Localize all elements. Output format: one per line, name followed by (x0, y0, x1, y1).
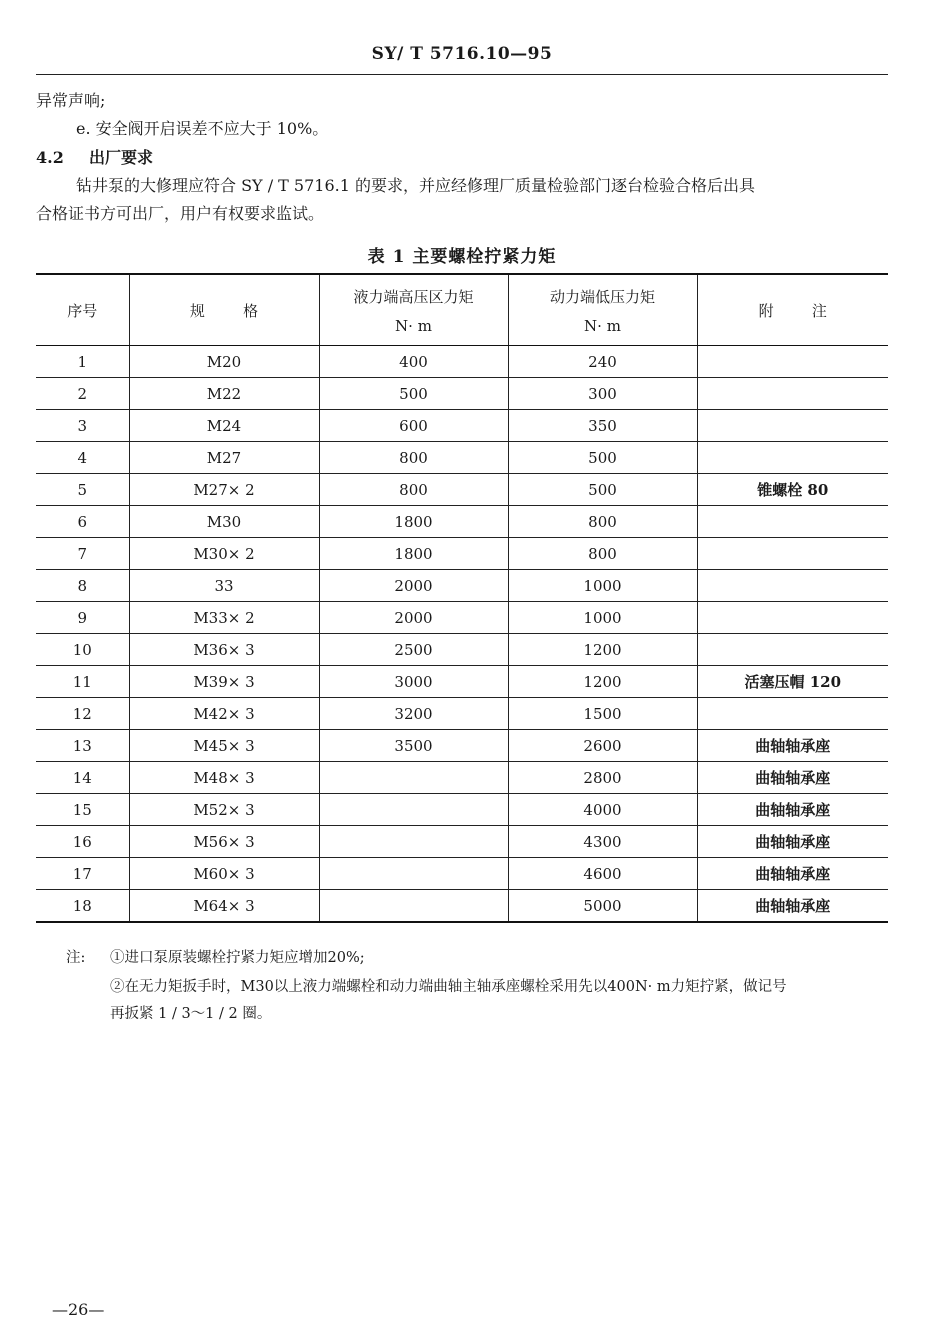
cell-index: 11 (36, 666, 129, 698)
cell-index: 6 (36, 506, 129, 538)
cell-spec: M52× 3 (129, 794, 319, 826)
cell-spec: M45× 3 (129, 730, 319, 762)
cell-spec: M56× 3 (129, 826, 319, 858)
cell-hydraulic: 2500 (319, 634, 508, 666)
cell-index: 4 (36, 442, 129, 474)
cell-note (697, 570, 888, 602)
cell-power: 2800 (508, 762, 697, 794)
cell-hydraulic: 2000 (319, 570, 508, 602)
cell-hydraulic (319, 794, 508, 826)
section-number: 4.2 (36, 148, 64, 167)
cell-hydraulic (319, 890, 508, 923)
table-row (36, 826, 888, 858)
cell-index: 15 (36, 794, 129, 826)
table-row (36, 538, 888, 570)
bolt-torque-table (36, 273, 888, 923)
table-title: 表 1 主要螺栓拧紧力矩 (367, 247, 557, 267)
cell-power: 2600 (508, 730, 697, 762)
standard-number-header: SY/ T 5716.10—95 (371, 44, 553, 64)
cell-index: 5 (36, 474, 129, 506)
cell-power: 300 (508, 378, 697, 410)
cell-power: 350 (508, 410, 697, 442)
cell-index: 1 (36, 346, 129, 378)
table-header-row (36, 274, 888, 346)
cell-note: 曲轴轴承座 (697, 794, 888, 826)
cell-index: 17 (36, 858, 129, 890)
cell-power: 1000 (508, 602, 697, 634)
cell-power: 240 (508, 346, 697, 378)
paragraph-line-2: 合格证书方可出厂，用户有权要求监试。 (36, 204, 325, 223)
header-power (508, 274, 697, 346)
cell-spec: M64× 3 (129, 890, 319, 923)
cell-hydraulic: 600 (319, 410, 508, 442)
cell-note: 曲轴轴承座 (697, 890, 888, 923)
section-title: 出厂要求 (89, 148, 154, 167)
table-row (36, 602, 888, 634)
cell-spec: M36× 3 (129, 634, 319, 666)
table-row (36, 698, 888, 730)
cell-spec: M48× 3 (129, 762, 319, 794)
header-hydraulic-label: 液力端高压区力矩 (353, 287, 474, 306)
table-row (36, 890, 888, 923)
cell-power: 500 (508, 474, 697, 506)
cell-power: 1200 (508, 666, 697, 698)
header-hydraulic-unit: N· m (395, 316, 432, 335)
table-row (36, 570, 888, 602)
cell-hydraulic: 800 (319, 474, 508, 506)
table-row (36, 762, 888, 794)
cell-note (697, 538, 888, 570)
cell-spec: M30× 2 (129, 538, 319, 570)
header-power-label: 动力端低压力矩 (549, 287, 655, 306)
header-hydraulic (319, 274, 508, 346)
cell-note (697, 634, 888, 666)
cell-index: 13 (36, 730, 129, 762)
table-row (36, 506, 888, 538)
cell-note (697, 698, 888, 730)
cell-note: 曲轴轴承座 (697, 730, 888, 762)
cell-power: 1500 (508, 698, 697, 730)
text-line-1: 异常声响; (36, 91, 106, 110)
cell-power: 1200 (508, 634, 697, 666)
cell-note (697, 602, 888, 634)
cell-hydraulic: 1800 (319, 538, 508, 570)
cell-note: 活塞压帽 120 (697, 666, 888, 698)
cell-spec: M22 (129, 378, 319, 410)
cell-hydraulic: 2000 (319, 602, 508, 634)
cell-spec: M42× 3 (129, 698, 319, 730)
cell-index: 3 (36, 410, 129, 442)
cell-index: 10 (36, 634, 129, 666)
text-line-2: e. 安全阀开启误差不应大于 10%。 (76, 119, 329, 138)
table-row (36, 378, 888, 410)
cell-hydraulic: 3500 (319, 730, 508, 762)
page-number: —26— (52, 1300, 105, 1319)
cell-spec: M33× 2 (129, 602, 319, 634)
cell-power: 5000 (508, 890, 697, 923)
cell-spec: M27× 2 (129, 474, 319, 506)
cell-note (697, 378, 888, 410)
section-heading (36, 145, 153, 168)
cell-spec: M30 (129, 506, 319, 538)
cell-power: 4000 (508, 794, 697, 826)
cell-note (697, 346, 888, 378)
table-row (36, 442, 888, 474)
table-row (36, 794, 888, 826)
cell-power: 800 (508, 538, 697, 570)
cell-note: 曲轴轴承座 (697, 762, 888, 794)
cell-note: 曲轴轴承座 (697, 826, 888, 858)
cell-spec: M24 (129, 410, 319, 442)
table-body (36, 346, 888, 923)
cell-spec: M20 (129, 346, 319, 378)
cell-index: 14 (36, 762, 129, 794)
cell-spec: M60× 3 (129, 858, 319, 890)
cell-power: 4600 (508, 858, 697, 890)
header-power-unit: N· m (584, 316, 621, 335)
cell-hydraulic: 3200 (319, 698, 508, 730)
cell-index: 16 (36, 826, 129, 858)
cell-index: 8 (36, 570, 129, 602)
cell-spec: M39× 3 (129, 666, 319, 698)
header-note: 附 注 (697, 274, 888, 346)
cell-hydraulic: 1800 (319, 506, 508, 538)
cell-hydraulic (319, 762, 508, 794)
cell-power: 4300 (508, 826, 697, 858)
cell-spec: M27 (129, 442, 319, 474)
table-row (36, 634, 888, 666)
cell-note (697, 506, 888, 538)
cell-index: 9 (36, 602, 129, 634)
paragraph-line-1: 钻井泵的大修理应符合 SY / T 5716.1 的要求，并应经修理厂质量检验部门逐台检验合格后出具 (76, 176, 756, 195)
table-row (36, 410, 888, 442)
table-row (36, 474, 888, 506)
cell-power: 1000 (508, 570, 697, 602)
cell-hydraulic (319, 858, 508, 890)
table-row (36, 346, 888, 378)
table-row (36, 666, 888, 698)
notes-label: 注: (66, 950, 86, 966)
cell-index: 18 (36, 890, 129, 923)
cell-note: 曲轴轴承座 (697, 858, 888, 890)
header-rule (36, 74, 888, 75)
cell-spec: 33 (129, 570, 319, 602)
cell-index: 7 (36, 538, 129, 570)
cell-hydraulic: 3000 (319, 666, 508, 698)
cell-note (697, 410, 888, 442)
cell-power: 800 (508, 506, 697, 538)
header-index: 序号 (36, 274, 129, 346)
header-spec: 规 格 (129, 274, 319, 346)
cell-note: 锥螺栓 80 (697, 474, 888, 506)
cell-hydraulic: 800 (319, 442, 508, 474)
note-2-line-1: ②在无力矩扳手时，M30以上液力端螺栓和动力端曲轴主轴承座螺栓采用先以400N· m力矩拧紧，做记号 (110, 979, 787, 995)
table-row (36, 858, 888, 890)
cell-power: 500 (508, 442, 697, 474)
cell-note (697, 442, 888, 474)
note-2-line-2: 再扳紧 1 / 3～1 / 2 圈。 (110, 1006, 272, 1022)
table-row (36, 730, 888, 762)
cell-hydraulic (319, 826, 508, 858)
cell-hydraulic: 400 (319, 346, 508, 378)
note-1: ①进口泵原装螺栓拧紧力矩应增加20%; (110, 950, 365, 966)
cell-hydraulic: 500 (319, 378, 508, 410)
cell-index: 12 (36, 698, 129, 730)
cell-index: 2 (36, 378, 129, 410)
